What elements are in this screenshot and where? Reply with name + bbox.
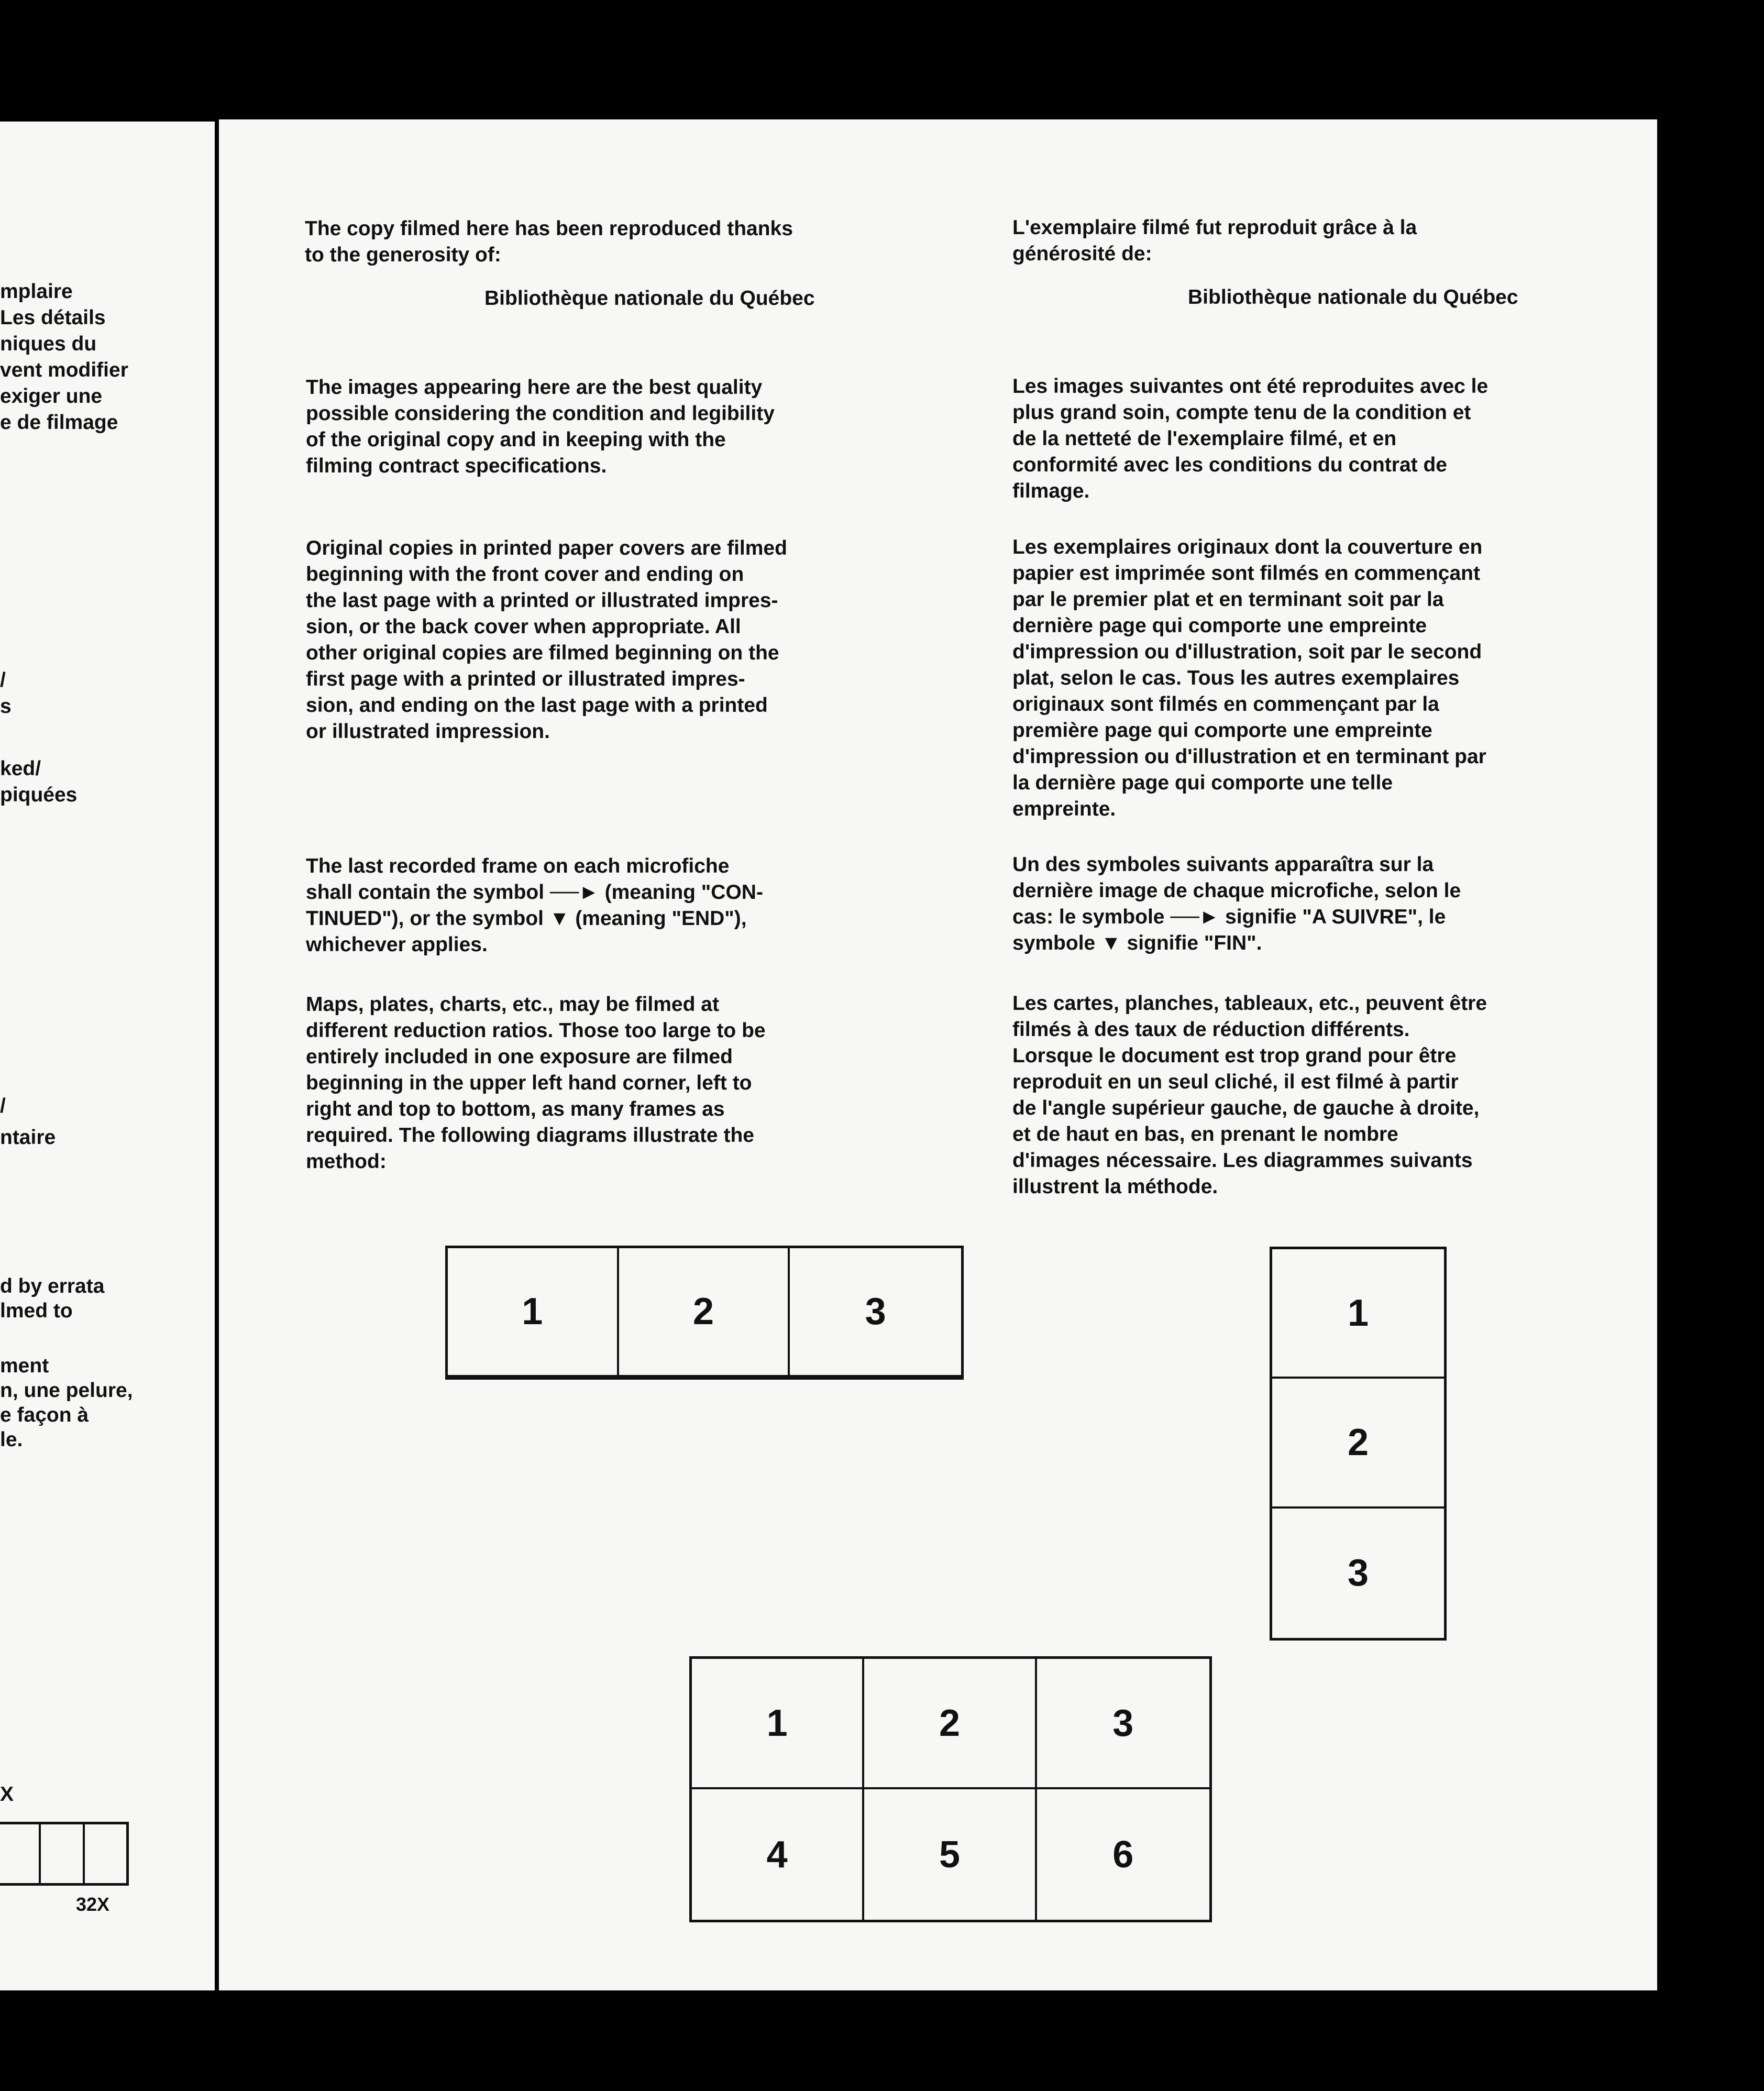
english-intro: The copy filmed here has been reproduced thanks to the generosity of: (305, 217, 793, 266)
frame-cell: 2 (619, 1248, 790, 1377)
french-quality-paragraph: Les images suivantes ont été reproduites avec le plus grand soin, compte tenu de la condition et de la netteté de l'exemplaire filmé, et en conformité avec les conditions du contrat de filmage. (1012, 375, 1489, 502)
left-fragment-text: mplaire (0, 280, 73, 303)
french-copies-paragraph: Les exemplaires originaux dont la couverture en papier est imprimée sont filmés en commençant par le premier plat et en terminant soit par la dernière page qui comporte une empreinte d'impression ou d'illustration, soit par le second plat, selon le cas. Tous les autres exemplaires originaux sont filmés en commençant par la première page qui comporte une empreinte d'impression ou d'illustration et en terminant par la dernière page qui comporte une telle empreinte. (1012, 536, 1486, 820)
frame-cell: 5 (864, 1789, 1037, 1920)
frame-cell: 1 (692, 1659, 864, 1789)
french-maps-paragraph: Les cartes, planches, tableaux, etc., peuvent être filmés à des taux de réduction différents. Lorsque le document est trop grand pour être reproduit en un seul cliché, il est filmé à partir de l'angle supérieur gauche, de gauche à droite, et de haut en bas, en prenant le nombre d'images nécessaire. Les diagrammes suivants illustrent la méthode. (1012, 992, 1487, 1198)
frame-cell: 1 (448, 1248, 619, 1377)
left-fragment-text: n, une pelure, (0, 1379, 133, 1402)
left-fragment-text: s (0, 695, 12, 718)
frame-cell: 3 (1037, 1659, 1209, 1789)
left-fragment-text: lmed to (0, 1300, 73, 1322)
english-institution: Bibliothèque nationale du Québec (484, 287, 815, 310)
frame-cell: 1 (1272, 1249, 1444, 1379)
left-fragment-text: ked/ (0, 757, 41, 780)
french-symbols-paragraph: Un des symboles suivants apparaîtra sur la dernière image de chaque microfiche, selon le cas: le symbole ──► signifie "A SUIVRE", le symbole ▼ signifie "FIN". (1012, 853, 1461, 954)
frame-cell: 3 (790, 1248, 961, 1377)
reduction-label: 32X (76, 1894, 110, 1915)
left-fragment-text: ntaire (0, 1126, 56, 1149)
left-fragment-text: exiger une (0, 385, 103, 408)
french-institution: Bibliothèque nationale du Québec (1188, 286, 1518, 309)
left-fragment-text: e façon à (0, 1404, 89, 1426)
left-fragment-text: Les détails (0, 306, 106, 329)
left-fragment-text: piquées (0, 784, 78, 806)
left-fragment-text: le. (0, 1428, 23, 1451)
english-symbols-paragraph: The last recorded frame on each microfiche shall contain the symbol ──► (meaning "CON- TINUED"), or the symbol ▼ (meaning "END"), whichever applies. (306, 855, 763, 956)
left-fragment-text: e de filmage (0, 411, 118, 434)
frame-cell: 3 (1347, 1552, 1369, 1594)
horizontal-frames-diagram (445, 1246, 964, 1380)
left-fragment-text: ment (0, 1355, 49, 1377)
left-fragment-text: / (0, 1095, 6, 1117)
english-maps-paragraph: Maps, plates, charts, etc., may be filmed at different reduction ratios. Those too large to be entirely included in one exposure are filmed beginning in the upper left hand corner, left to right and top to bottom, as many frames as required. The following diagrams illustrate the method: (306, 993, 766, 1173)
frame-cell: 2 (864, 1659, 1037, 1789)
left-fragment-text: / (0, 669, 6, 691)
frame-cell: 4 (692, 1789, 864, 1920)
english-quality-paragraph: The images appearing here are the best quality possible considering the condition and legibility of the original copy and in keeping with the filming contract specifications. (306, 376, 775, 477)
grid-frames-diagram (689, 1656, 1212, 1922)
left-fragment-text: X (0, 1783, 14, 1806)
left-fragment-text: niques du (0, 333, 97, 355)
frame-cell: 6 (1112, 1833, 1134, 1876)
english-copies-paragraph: Original copies in printed paper covers are filmed beginning with the front cover and ending on the last page with a printed or illustrated impres- sion, or the back cover when appropriate. All other original copies are filmed beginning on the first page with a printed or illustrated impres- sion, and ending on the last page with a printed or illustrated impression. (306, 537, 787, 743)
frame-cell: 2 (1272, 1379, 1444, 1508)
left-fragment-text: d by errata (0, 1275, 105, 1297)
vertical-frames-diagram (1270, 1247, 1447, 1641)
left-fragment-text: vent modifier (0, 359, 128, 381)
reduction-gauge (0, 1822, 129, 1886)
french-intro: L'exemplaire filmé fut reproduit grâce à la générosité de: (1012, 216, 1417, 265)
